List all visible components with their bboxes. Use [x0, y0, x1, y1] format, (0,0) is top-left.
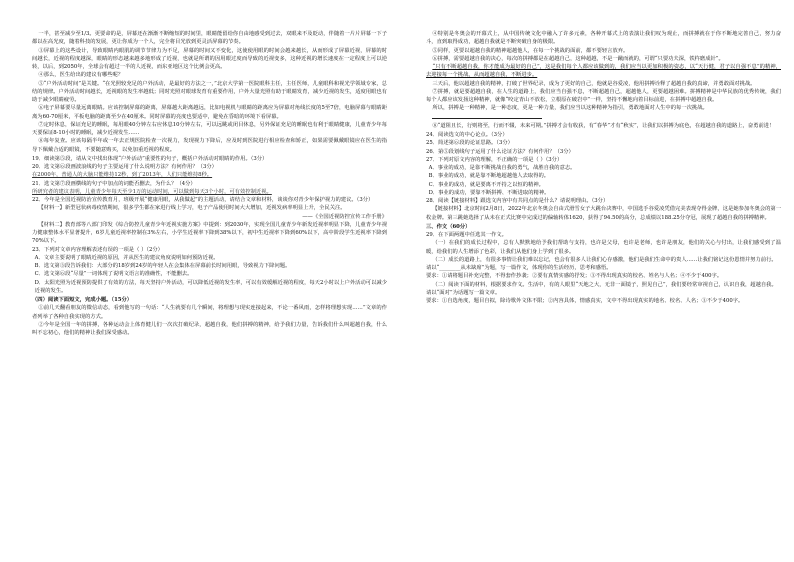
option-23-a: A．文章主要说明了眼睛近视的原因，并从医生的建议角度说明如何预防近视。	[34, 254, 219, 261]
reading-paragraph: ⑤“户外活动时间”是关键。“在光照较充足的户外活动，是最好的方法之一，”北京大学第一医院眼科主任，主任医师，儿童眼科和视光学领域专家，总结的规律。户外活动时间越长，近视眼的发生率越低；同时光照对眼球发育有重要作用，户外大量光照有助于眼睛发育，减少近视的发生，适度用眼也有助于减少眼睛疲劳。	[32, 80, 387, 103]
option-27-b: B．事业的成功，就是靠不断地超越他人去取得的。	[428, 173, 550, 180]
option-27-d: D．事业的成功，要靠不断拼搏、不断进取的精神。	[428, 189, 550, 196]
essay-topic-one: （一）在我们的成长过程中，总有人默默地给予我们帮助与支持，也许是父母，也许是老师，也许是朋友，他们的关心与付出，让我们感受到了温暖，给我们的人生增添了色彩，让我们从他们身上学到了很多。	[426, 240, 781, 255]
answer-blank-line	[426, 113, 781, 122]
blank-line[interactable]	[432, 113, 542, 119]
option-23-d: D．太阳光照为近视预防提供了有效的方法，每天坚持户外活动，可以降低近视的发生率，可以有效缓解近视的程度，每天2小时以上户外活动可以减少近视的发生。	[34, 279, 387, 294]
material-one-source: ——《全国近视防控宣传工作手册》	[302, 213, 387, 220]
question-22: 22．今年是全国近视防治宣传教育月，班级开展“健康用眼，从我做起”的主题活动，请结合文章和材料，谈谈你对青少年保护视力的建议。（3分）	[32, 197, 374, 203]
reading-paragraph: ⑧“道阻且长，行则将至，行而不辍，未来可期。”拼搏才会有收获，有“春华”才有“秋实”，让我们以拼搏为底色，在超越自我的道路上，奋勇前进！	[432, 122, 775, 129]
answer-line-21: 所研究者的建议表明，儿童青少年每天至少1万的运动时间，可以做到每天3个小时，可有效控制近视。	[32, 188, 272, 195]
section-four-heading: （四）阅读下面短文，完成小题。（15分）	[32, 297, 133, 303]
question-29: 29．在下面两题中任选其一作文。	[426, 232, 507, 238]
reading-paragraph: 三天后，他以超越自我的精神，打破了世界纪录，成为了更好的自己，他就是谷爱凌，他用拼搏诠释了超越自我的真谛，并勇敢面对挑战。	[432, 80, 756, 87]
left-column	[32, 30, 387, 337]
reading-paragraph: ④特别是冬奥会的开幕式上，从中国传统文化中融入了许多元素，各种开幕式上的表演让我们叹为观止，而拼搏就在于你不断地完善自己，努力奋斗，直到取得成功，超越自我就是不断突破自身的极限。	[426, 31, 781, 46]
essay-topic-one-extra: （二）成长的道路上，有很多事情让我们难以忘记，也会有很多人让我们心存感激，他们是我们生命中的贵人……让我们铭记这份恩情并努力前行。	[432, 256, 777, 263]
reading-paragraph: ⑥电子屏幕要尽量远离眼睛。应该控制屏幕的距离，屏幕越大距离越远，比如电视机与眼睛的距离应为屏幕对角线长度的5至7倍，电脑屏幕与眼睛距离为60-70厘米，平板电脑的距离至少在40厘米。同时屏幕的亮度也要适中，避免在昏暗的环境下看屏幕。	[32, 105, 387, 120]
reading-paragraph: ③屏幕上的这些设计，导致眼睛内眼肌的调节节律力为不足，屏幕的时间又不变化，这使使用眼的时间会越来越长，从而形成了屏幕近视，屏幕的时间越长，近视的程度越深，眼睛的形态越来越多地形成了近视，也就是所谓的因用眼过度而导致的近视变多，这种近视的增长速度在一定程度上可以逆转，以后，到2050年，全球会有超过一半的人近视，而东亚地区这个比例会更高。	[32, 47, 387, 70]
question-20: 20．选文第⑥段画波浪线的句子主要运用了什么说明方法？有何作用？（3分）	[32, 164, 217, 170]
question-27: 27．下列对原文内容的理解，不正确的一项是（ ）（3分）	[426, 156, 563, 163]
reading-paragraph: 一半，甚至减少至1/3。更要命的是，屏幕还在渐渐不断缩短的时间里，眼睛能留给你自由地感受到过去，双眼来不及眨动，伴随着一片片屏幕一下子都以在高光度，随着科技的发展，更让你成为一个人，完全将目光放到更灵活屏幕的节奏。	[32, 31, 387, 46]
question-26: 26．第⑤段划线句子运用了什么论证方法？有何作用？（3分）	[426, 148, 574, 155]
essay-topic-two: （二）阅读下面的材料，根据要求作文。生活中，有的人眼里“天地之大，无非一面镜子，照见自己”，我们要经常审视自己，认识自我，超越自我。	[432, 281, 777, 288]
reading-paragraph: ②今年是全国一年的拼搏，各种运动会上体育健儿们一次次打破纪录，超越自我，他们拼搏的精神，给予我们力量，告诉我们什么叫超越自我，什么叫不忘初心，他们的精神让我们深受感动。	[32, 321, 387, 336]
reading-paragraph: ⑦定时休息，保证充足的睡眠，每用眼40分钟左右应休息10分钟左右，可以远眺或闭目休息，另外保证充足的睡眠也有利于眼睛健康，儿童青少年每天要保证8-10小时的睡眠，减少近视发生……	[32, 121, 387, 136]
answer-line-20: 在2000年，普通人的大脑只能维持12秒，到了2013年，人们只能维持8秒。	[32, 172, 213, 179]
reading-paragraph: ④那么，医生给出的建议有哪些呢？	[38, 72, 124, 79]
option-23-b: B．选文第③段告诉我们：大部分的18岁到24岁的年轻人在会集体在屏幕前长时间用眼，导致视力下降问题。	[34, 263, 291, 269]
section-three-heading: 三、作文（60分）	[426, 223, 471, 230]
question-23: 23．下列对文章内容理解表述有误的一项是（ ）（2分）	[32, 246, 163, 253]
essay-prompt-two: 请以“面对”为话题写一篇文章。	[426, 289, 501, 296]
option-27-a: A．事业的成功，是靠不断挑战自我的勇气，战胜自我的意志。	[428, 165, 576, 171]
question-28: 28．阅读【链接材料】跟选文内容中有共同点的是什么？请说明理由。（3分）	[426, 198, 609, 204]
reading-paragraph: ⑦拼搏，就是要超越自我，在人生的道路上，我们应当自强不息，不断超越自己，超越他人，更要超越困难。拼搏精神是中华民族的优秀传统，我们每个人都应该发扬这种精神，就像“咬定青山不放松，立根原在破岩中”一样，坚持不懈地向着目标前进，在拼搏中超越自我。	[426, 88, 781, 103]
material-one: 【材料一】新型冠状病毒疫情期间，很多学生都在家进行线上学习，电子产品使用时间大大增加，近视发病率明显上升，全民关注。	[38, 205, 346, 212]
question-25: 25．简述第⑥段的论证思路。（3分）	[426, 140, 513, 147]
essay-requirements-two: 要求：①自选角度，题目自拟，除诗歌外文体不限；②内容具体，情感真实，文中不得出现真实的地名、校名、人名；③不少于400字。	[426, 298, 744, 304]
question-21: 21．选文第⑦段画横线的句子中加点的词能否删去，为什么？（4分）	[32, 180, 196, 187]
reading-paragraph: ⑥拼搏，需要超越自我的决心，每次的拼搏都是在超越自己，这种超越，不是一蹴而就的，可谓“只要功夫深，铁杵磨成针”。	[432, 55, 724, 62]
option-27-c: C．事业的成功，就是要离不开持之以恒的精神。	[428, 181, 544, 188]
option-23-c: C．选文第⑥段“尽量”一词体现了说明文语言的准确性，不能删去。	[34, 271, 193, 278]
reading-paragraph: ⑧每年复查。应该每隔半年或一年去正规医院检查一次视力，发现视力下降后，应及时到医院进行相应检查和矫正，如果需要佩戴眼镜应在医生的指导下佩戴合适的眼镜，不要随意购买，以免加重近视的程度。	[32, 138, 387, 153]
question-19: 19．细读第⑤段，请从文中找出体现“户外活动”重要性的句子，概括户外活动对眼睛的作用。（3分）	[32, 155, 268, 162]
question-24: 24．阅读选文的中心论点。（3分）	[426, 132, 508, 138]
link-material: 【链接材料】北京时间2月8日，2022年北京冬奥会自由式滑雪女子大跳台决赛中，中国选手谷爱凌凭借完美表现夺得金牌，这是她参加冬奥会的第一枚金牌。第三跳她选择了从未在正式比赛中完成过的偏轴转体1620，获得了94.50的高分，总成绩以188.25分夺冠，展现了超越自我的拼搏精神。	[426, 206, 781, 221]
underlined-sentence: “只有不断超越自我，你才能成为最好的自己”，这是我们每个人都应该做到的，我们应当以更加积极的姿态，以“天行健，君子以自强不息”的精神，去迎接每一个挑战，从而超越自我，不断进步。	[426, 64, 781, 79]
right-column	[426, 30, 781, 305]
reading-paragraph: ⑤同样，更要以超越自我的精神超越他人，在每一个挑战的面前，都不要轻言放弃。	[432, 47, 629, 54]
material-two: 【材料二】教育部等八部门印发《综合防控儿童青少年近视实施方案》中提到：到2030年，实现全国儿童青少年新发近视率明显下降，儿童青少年视力健康整体水平显著提升，6岁儿童近视率控制在3%左右，小学生近视率下降到38%以下，初中生近视率下降到60%以下，高中阶段学生近视率下降到70%以下。	[32, 221, 387, 245]
reading-paragraph: ①前几天翻看朋友的微信动态，看到他写的一句话：“人生就要有几个瞬间，将理想与现实连接起来，不论一番风雨，怎样将理想实现……”文章的作者列举了各种自我实现的方式。	[32, 305, 387, 320]
reading-paragraph: 所以，拼搏是一种精神，是一种态度，更是一种力量，我们应当以这种精神为指引，勇敢地面对人生中的每一次挑战。	[432, 105, 708, 112]
essay-prompt-one: 请以“________从未缺席”为题，写一篇作文，体现你的生活经历，思考和感悟。	[426, 265, 612, 271]
essay-requirements-one: 要求：①请将题目补充完整，不得套作抄袭；②要有真情实感的抒发；③不得出现真实的校名、姓名与人名；④不少于400字。	[426, 273, 723, 280]
